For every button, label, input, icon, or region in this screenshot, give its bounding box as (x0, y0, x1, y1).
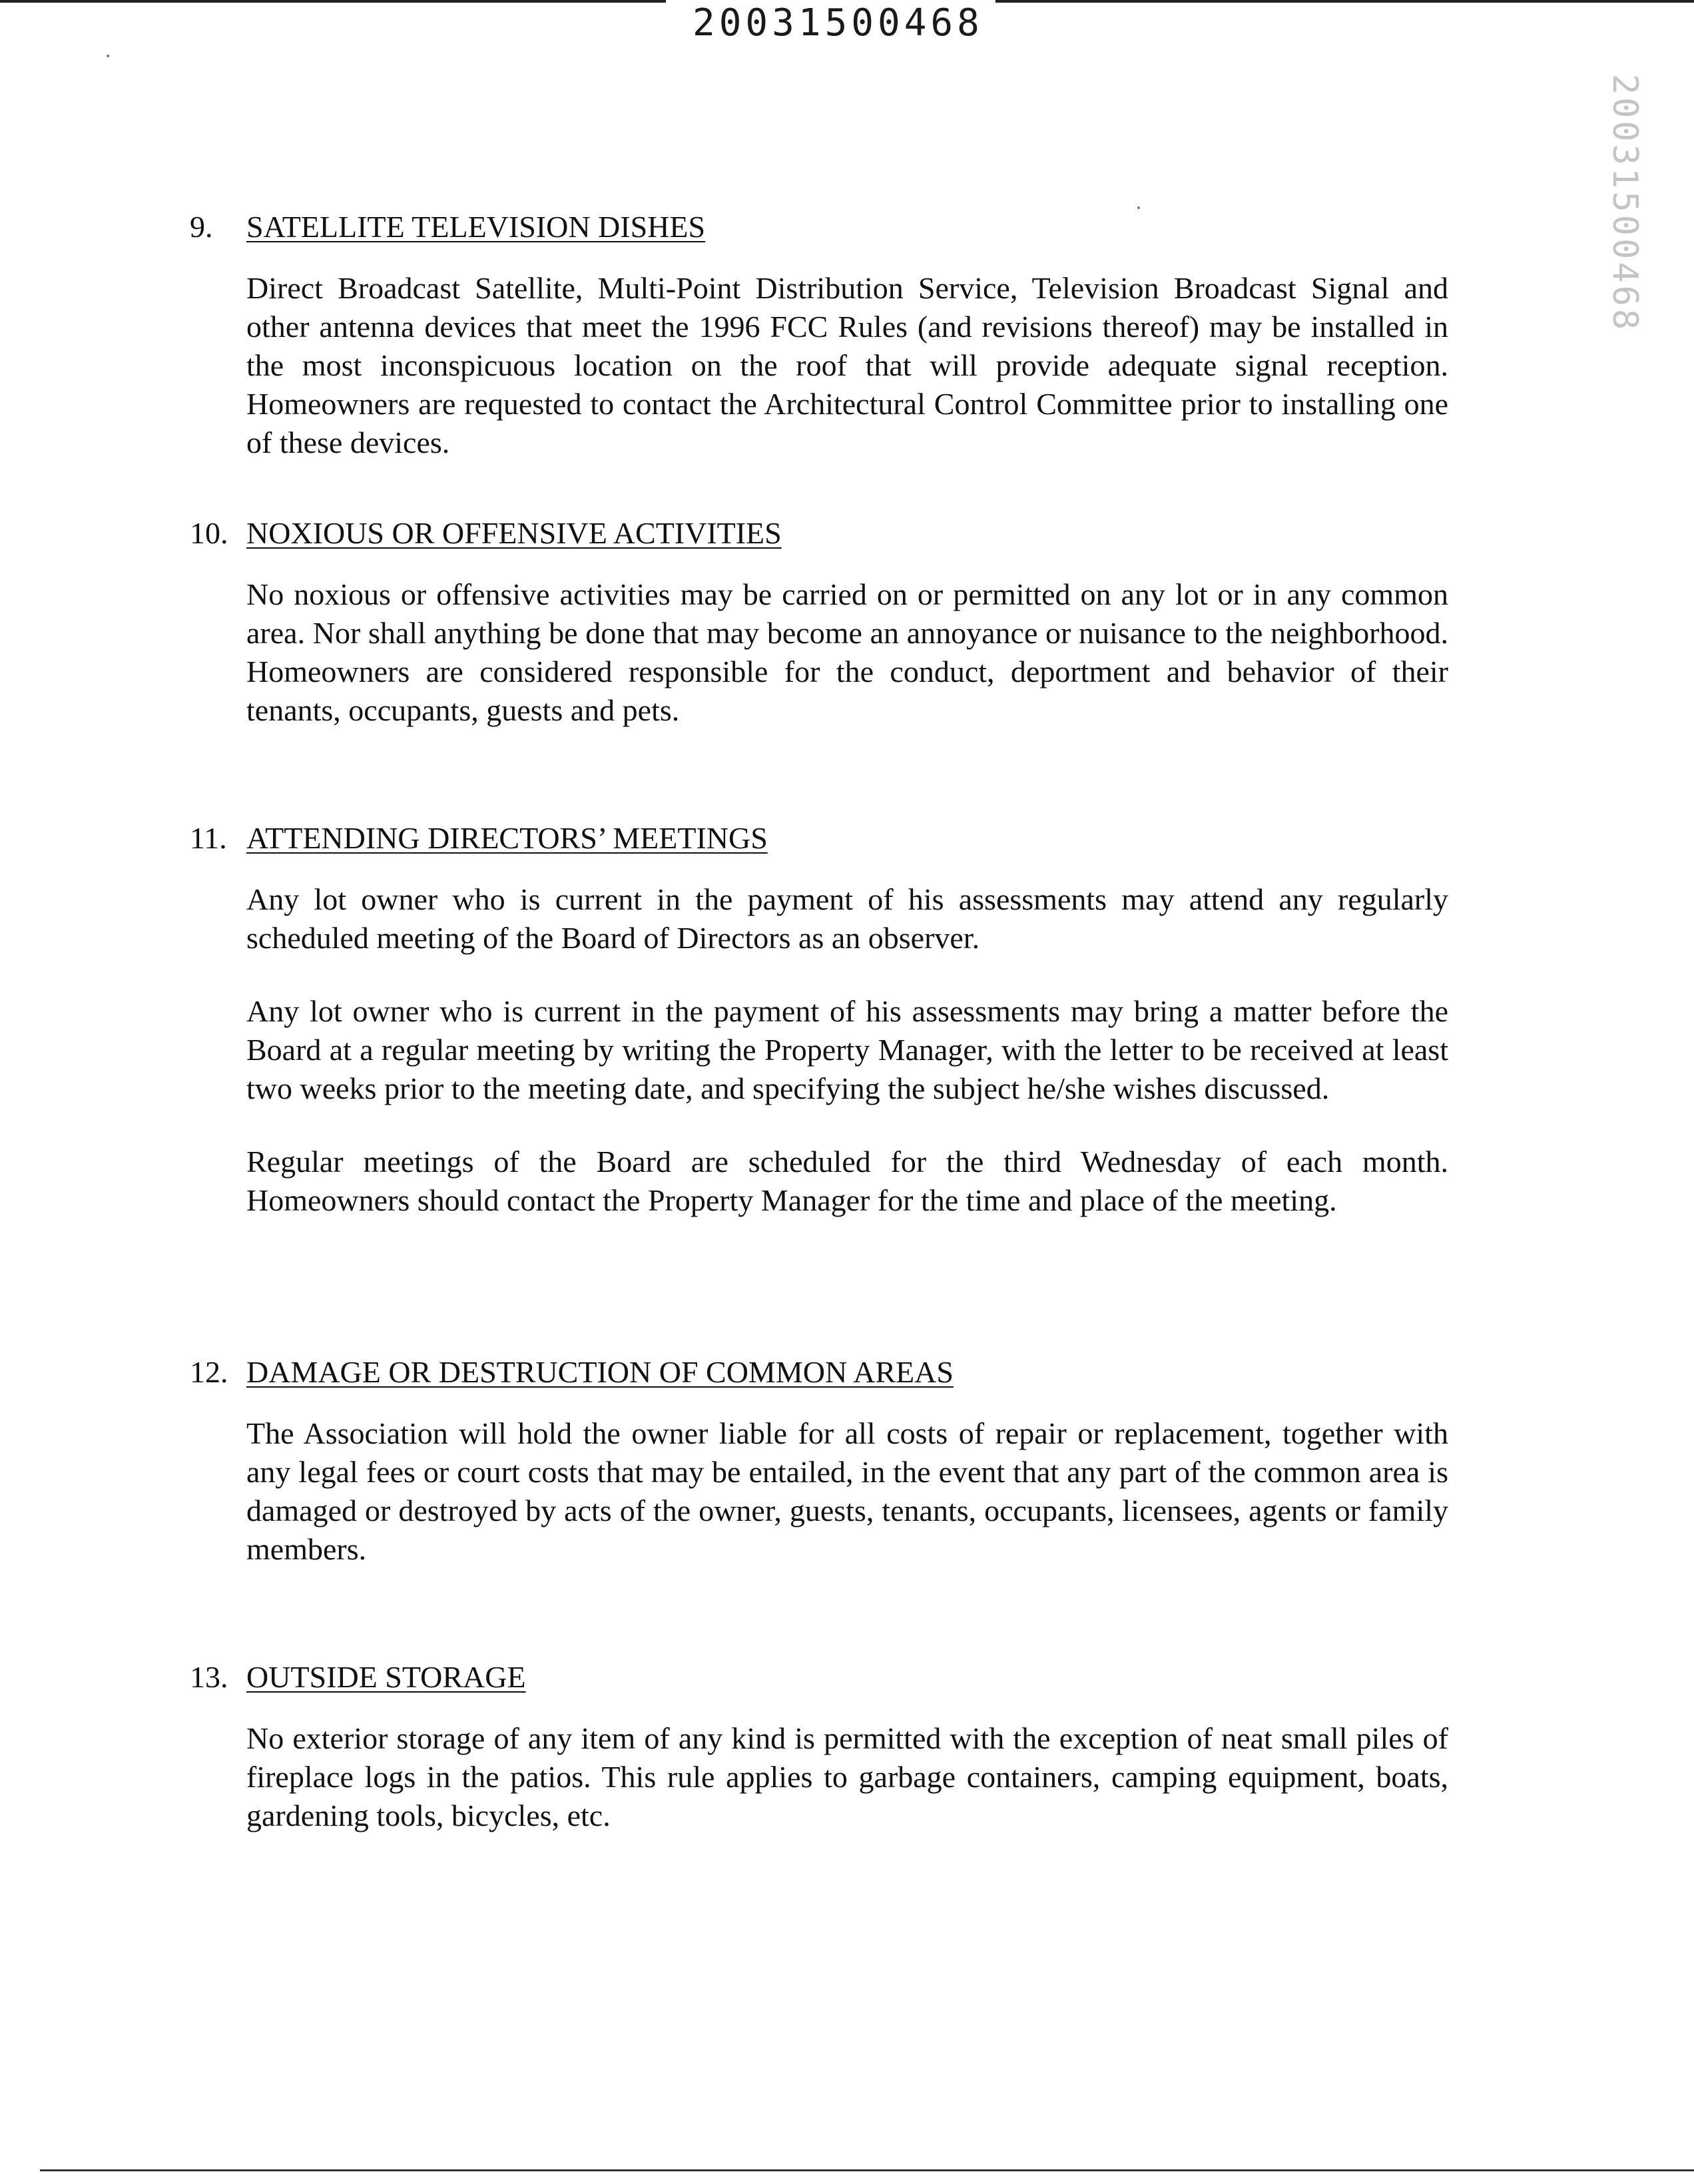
section-title: SATELLITE TELEVISION DISHES (246, 210, 706, 244)
section-title: OUTSIDE STORAGE (246, 1660, 526, 1694)
section-11 (190, 819, 1448, 1250)
section-paragraph: No exterior storage of any item of any kind is permitted with the exception of neat small piles of fireplace logs in the patios. This rule applies to garbage containers, camping equipment, boats, gardening tools, bicycles, etc. (246, 1721, 1448, 1832)
section-number: 9. (190, 210, 213, 244)
section-10 (190, 514, 1448, 760)
section-number: 11. (190, 821, 227, 855)
bottom-rule (40, 2169, 1694, 2171)
section-paragraph: The Association will hold the owner liable for all costs of repair or replacement, together with any legal fees or court costs that may be entailed, in the event that any part of the common area is damaged or destroyed by acts of the owner, guests, tenants, occupants, licensees, agents or family members. (246, 1416, 1448, 1566)
top-rule-right (995, 0, 1694, 3)
section-paragraph: Direct Broadcast Satellite, Multi-Point Distribution Service, Television Broadcast Signal and other antenna devices that meet the 1996 FCC Rules (and revisions thereof) may be installed in the most inconspicuous location on the roof that will provide adequate signal reception. Homeowners are requested to contact the Architectural Control Committee prior to installing one of these devices. (246, 271, 1448, 459)
section-heading (190, 208, 1448, 246)
section-title: DAMAGE OR DESTRUCTION OF COMMON AREAS (246, 1355, 954, 1389)
section-number: 12. (190, 1355, 228, 1389)
section-13 (190, 1658, 1448, 1866)
section-12 (190, 1353, 1448, 1599)
section-heading (190, 819, 1448, 858)
section-heading (190, 514, 1448, 553)
section-title: ATTENDING DIRECTORS’ MEETINGS (246, 821, 768, 855)
section-9 (190, 208, 1448, 493)
section-number: 10. (190, 516, 228, 550)
side-stamp (1595, 73, 1655, 333)
section-paragraph: Regular meetings of the Board are scheduled for the third Wednesday of each month. Homeowners should contact the Property Manager for the time and place of the meeting. (246, 1145, 1448, 1217)
section-number: 13. (190, 1660, 228, 1694)
scan-speck (107, 55, 109, 57)
section-heading (190, 1658, 1448, 1697)
top-rule-left (0, 0, 666, 3)
section-paragraph: Any lot owner who is current in the payment of his assessments may attend any regularly scheduled meeting of the Board of Directors as an observer. (246, 882, 1448, 955)
side-stamp-text: 20031500468 (1605, 73, 1645, 333)
section-title: NOXIOUS OR OFFENSIVE ACTIVITIES (246, 516, 782, 550)
document-number: 20031500468 (693, 1, 984, 45)
section-paragraph: No noxious or offensive activities may be carried on or permitted on any lot or in any common area. Nor shall anything be done that may become an annoyance or nuisance to the neighborhood. Homeowners are considered responsible for the conduct, deportment and behavior of their tenants, occupants, guests and pets. (246, 577, 1448, 727)
section-paragraph: Any lot owner who is current in the payment of his assessments may bring a matter before the Board at a regular meeting by writing the Property Manager, with the letter to be received at least two weeks prior to the meeting date, and specifying the subject he/she wishes discussed. (246, 994, 1448, 1105)
section-heading (190, 1353, 1448, 1392)
